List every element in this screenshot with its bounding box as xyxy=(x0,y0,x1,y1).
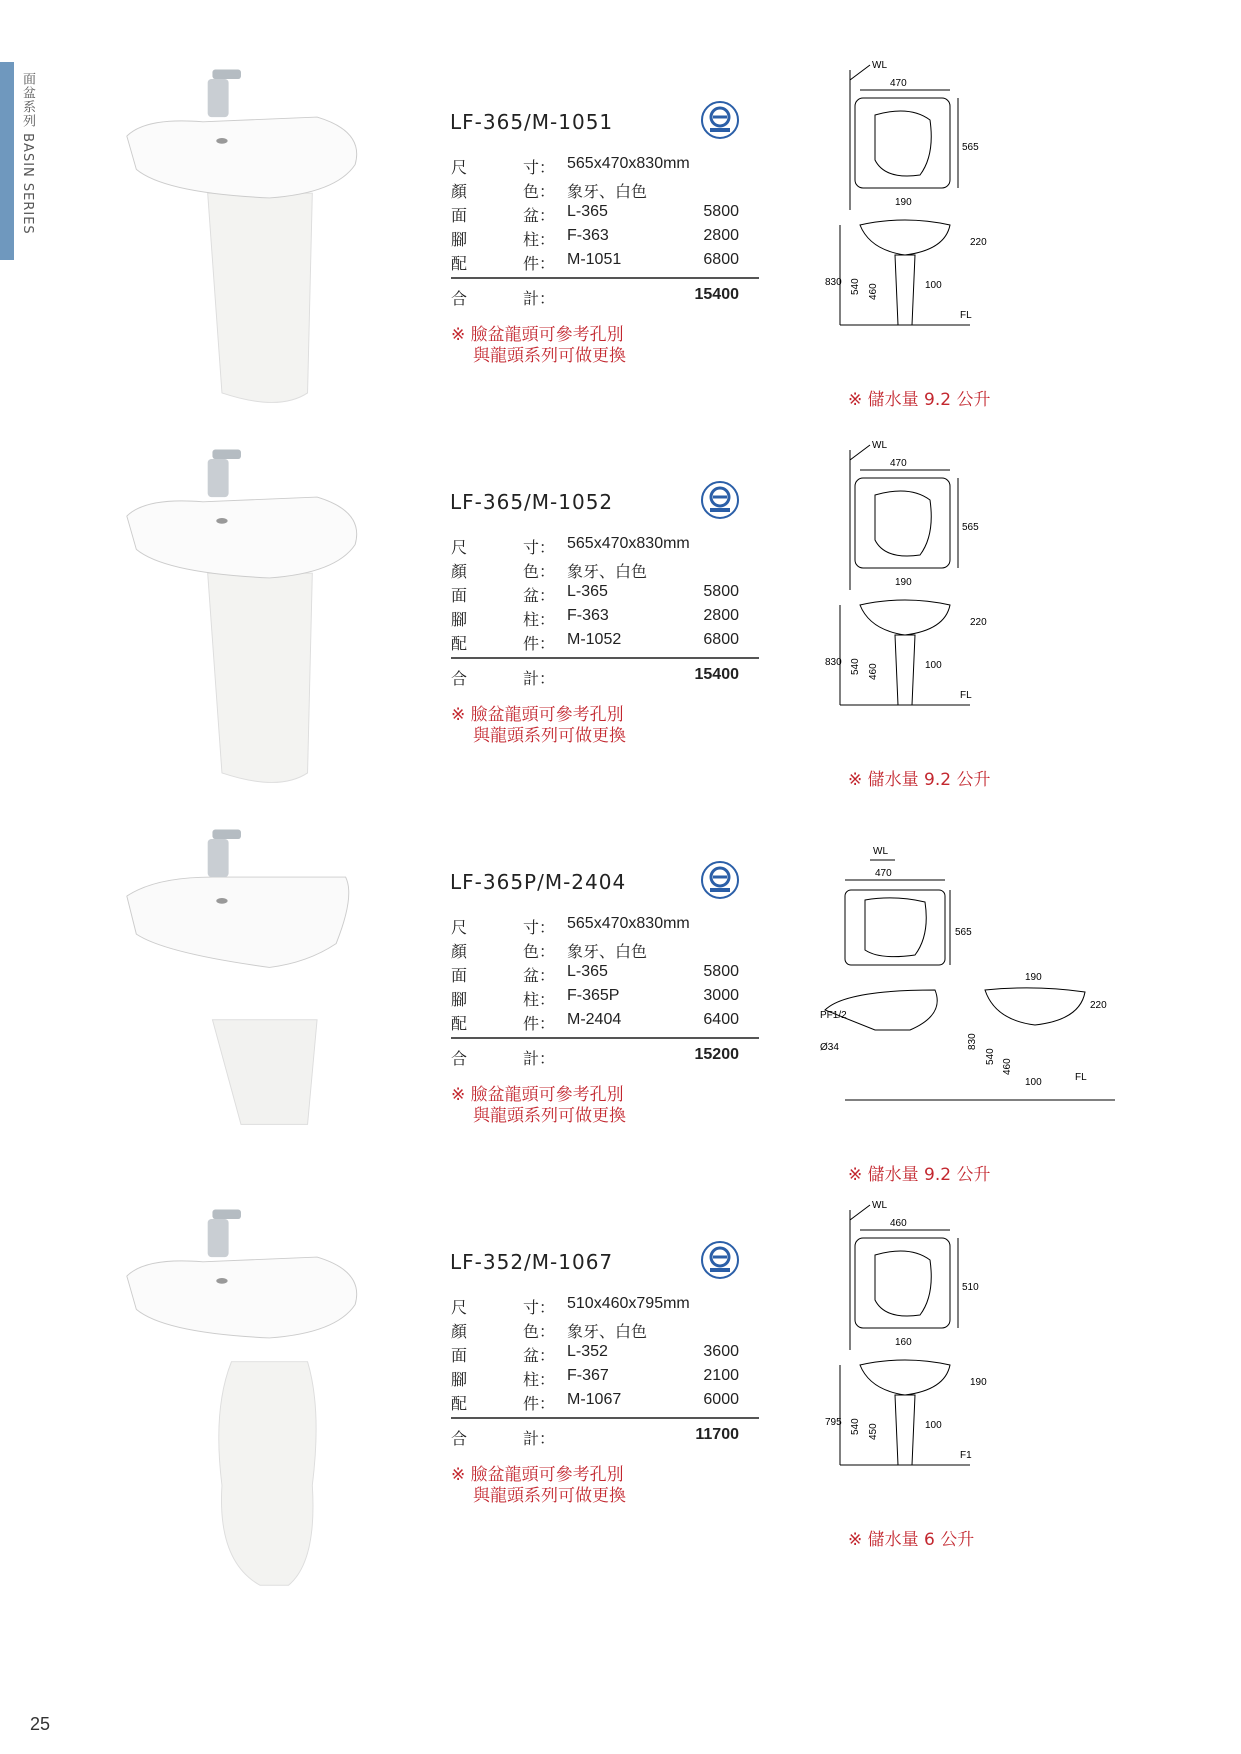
note-line-1: ※ 臉盆龍頭可參考孔別 xyxy=(451,1465,624,1485)
product-photo xyxy=(110,60,410,430)
spec-label-suffix: 色： xyxy=(523,562,556,581)
total-row xyxy=(451,666,763,690)
spec-label-suffix: 寸： xyxy=(523,158,556,177)
spec-label: 腳 xyxy=(451,610,468,629)
svg-text:190: 190 xyxy=(1025,972,1042,983)
spec-value: L-352 xyxy=(567,1343,608,1360)
svg-text:460: 460 xyxy=(890,1218,907,1229)
spec-row xyxy=(451,963,763,987)
product-model: LF-365/M-1051 xyxy=(450,110,614,134)
spec-price: 2100 xyxy=(703,1367,739,1384)
product-3 xyxy=(0,820,1241,1220)
page-number: 25 xyxy=(30,1714,51,1734)
spec-price: 6400 xyxy=(703,1011,739,1028)
spec-row xyxy=(451,1343,763,1367)
total-row xyxy=(451,1426,763,1450)
svg-text:160: 160 xyxy=(895,1337,912,1348)
spec-label-suffix: 色： xyxy=(523,1322,556,1341)
divider xyxy=(451,657,759,659)
spec-row xyxy=(451,1295,763,1319)
svg-text:100: 100 xyxy=(925,280,942,291)
spec-label: 尺 xyxy=(451,538,468,557)
spec-value: 565x470x830mm xyxy=(567,155,690,172)
spec-value: 象牙、白色 xyxy=(567,564,648,581)
certification-logo-icon xyxy=(700,100,740,140)
spec-label-suffix: 色： xyxy=(523,942,556,961)
svg-text:Ø34: Ø34 xyxy=(820,1042,839,1053)
svg-text:PF1/2: PF1/2 xyxy=(820,1010,847,1021)
product-photo xyxy=(110,1200,410,1570)
spec-label: 腳 xyxy=(451,230,468,249)
svg-text:540: 540 xyxy=(850,658,861,675)
spec-label-suffix: 寸： xyxy=(523,918,556,937)
svg-text:830: 830 xyxy=(825,657,842,668)
faucet-note xyxy=(451,1465,626,1507)
spec-value: 象牙、白色 xyxy=(567,944,648,961)
svg-text:830: 830 xyxy=(825,277,842,288)
svg-text:470: 470 xyxy=(875,868,892,879)
total-label-suffix: 計： xyxy=(523,1049,556,1068)
svg-text:450: 450 xyxy=(868,1423,879,1440)
svg-text:795: 795 xyxy=(825,1417,842,1428)
spec-list xyxy=(451,155,763,275)
spec-row xyxy=(451,535,763,559)
product-photo xyxy=(110,820,410,1190)
dimension-diagram xyxy=(820,840,1135,1140)
total-label-suffix: 計： xyxy=(523,289,556,308)
spec-value: M-1051 xyxy=(567,251,622,268)
note-line-1: ※ 臉盆龍頭可參考孔別 xyxy=(451,325,624,345)
spec-label: 配 xyxy=(451,1394,468,1413)
spec-label: 尺 xyxy=(451,1298,468,1317)
spec-price: 6800 xyxy=(703,631,739,648)
svg-text:100: 100 xyxy=(1025,1077,1042,1088)
note-line-2: 與龍頭系列可做更換 xyxy=(473,726,626,746)
product-model: LF-365P/M-2404 xyxy=(450,870,627,894)
svg-text:565: 565 xyxy=(955,927,972,938)
svg-text:FL: FL xyxy=(960,310,972,321)
certification-logo-icon xyxy=(700,860,740,900)
spec-label-suffix: 寸： xyxy=(523,538,556,557)
product-model: LF-365/M-1052 xyxy=(450,490,614,514)
spec-label: 腳 xyxy=(451,1370,468,1389)
spec-label: 腳 xyxy=(451,990,468,1009)
svg-text:WL: WL xyxy=(873,846,888,857)
spec-value: F-365P xyxy=(567,987,620,1004)
spec-list xyxy=(451,535,763,655)
spec-row xyxy=(451,915,763,939)
spec-row xyxy=(451,987,763,1011)
spec-price: 5800 xyxy=(703,203,739,220)
water-capacity: ※ 儲水量 6 公升 xyxy=(848,1530,975,1550)
spec-label-suffix: 寸： xyxy=(523,1298,556,1317)
spec-label: 面 xyxy=(451,1346,468,1365)
svg-text:220: 220 xyxy=(1090,1000,1107,1011)
spec-label-suffix: 柱： xyxy=(523,610,556,629)
spec-price: 6000 xyxy=(703,1391,739,1408)
spec-row xyxy=(451,1319,763,1343)
spec-value: F-363 xyxy=(567,227,609,244)
total-price: 15400 xyxy=(694,286,739,303)
total-label: 合 xyxy=(451,669,468,688)
spec-row xyxy=(451,583,763,607)
spec-row xyxy=(451,179,763,203)
spec-value: M-1052 xyxy=(567,631,622,648)
svg-text:190: 190 xyxy=(895,577,912,588)
spec-price: 3000 xyxy=(703,987,739,1004)
spec-label: 尺 xyxy=(451,918,468,937)
dimension-diagram xyxy=(825,60,1010,360)
spec-label: 配 xyxy=(451,1014,468,1033)
total-label-suffix: 計： xyxy=(523,669,556,688)
spec-label-suffix: 件： xyxy=(523,1014,556,1033)
svg-text:830: 830 xyxy=(967,1033,978,1050)
svg-text:470: 470 xyxy=(890,458,907,469)
svg-text:FL: FL xyxy=(1075,1072,1087,1083)
spec-value: L-365 xyxy=(567,963,608,980)
spec-row xyxy=(451,1011,763,1035)
dimension-diagram xyxy=(825,1200,1010,1500)
spec-label-suffix: 柱： xyxy=(523,1370,556,1389)
spec-value: 565x470x830mm xyxy=(567,915,690,932)
spec-value: L-365 xyxy=(567,583,608,600)
total-label: 合 xyxy=(451,1429,468,1448)
spec-label: 面 xyxy=(451,966,468,985)
spec-label-suffix: 件： xyxy=(523,634,556,653)
spec-label: 顏 xyxy=(451,1322,468,1341)
water-capacity: ※ 儲水量 9.2 公升 xyxy=(848,390,991,410)
svg-text:470: 470 xyxy=(890,78,907,89)
total-price: 11700 xyxy=(695,1426,739,1443)
spec-value: L-365 xyxy=(567,203,608,220)
spec-row xyxy=(451,559,763,583)
svg-text:460: 460 xyxy=(1002,1058,1013,1075)
svg-text:540: 540 xyxy=(850,1418,861,1435)
series-title: 面盆系列 BASIN SERIES xyxy=(20,72,35,235)
product-2 xyxy=(0,440,1241,840)
svg-text:F1: F1 xyxy=(960,1450,972,1461)
product-1 xyxy=(0,60,1241,460)
spec-label: 面 xyxy=(451,586,468,605)
spec-row xyxy=(451,227,763,251)
svg-text:460: 460 xyxy=(868,663,879,680)
product-model: LF-352/M-1067 xyxy=(450,1250,614,1274)
svg-text:220: 220 xyxy=(970,237,987,248)
spec-price: 5800 xyxy=(703,963,739,980)
spec-value: M-2404 xyxy=(567,1011,622,1028)
svg-text:460: 460 xyxy=(868,283,879,300)
total-price: 15400 xyxy=(694,666,739,683)
spec-label-suffix: 盆： xyxy=(523,586,556,605)
note-line-2: 與龍頭系列可做更換 xyxy=(473,1106,626,1126)
spec-row xyxy=(451,155,763,179)
water-capacity: ※ 儲水量 9.2 公升 xyxy=(848,1165,991,1185)
svg-text:190: 190 xyxy=(970,1377,987,1388)
spec-label-suffix: 色： xyxy=(523,182,556,201)
product-4 xyxy=(0,1200,1241,1600)
certification-logo-icon xyxy=(700,480,740,520)
svg-text:WL: WL xyxy=(872,440,887,451)
spec-price: 6800 xyxy=(703,251,739,268)
svg-text:WL: WL xyxy=(872,60,887,71)
note-line-2: 與龍頭系列可做更換 xyxy=(473,1486,626,1506)
spec-label: 面 xyxy=(451,206,468,225)
svg-text:510: 510 xyxy=(962,1282,979,1293)
svg-text:565: 565 xyxy=(962,142,979,153)
svg-text:FL: FL xyxy=(960,690,972,701)
svg-text:565: 565 xyxy=(962,522,979,533)
spec-price: 5800 xyxy=(703,583,739,600)
spec-price: 3600 xyxy=(703,1343,739,1360)
spec-label: 顏 xyxy=(451,182,468,201)
spec-label: 配 xyxy=(451,634,468,653)
total-row xyxy=(451,1046,763,1070)
product-photo xyxy=(110,440,410,810)
svg-text:WL: WL xyxy=(872,1200,887,1211)
water-capacity: ※ 儲水量 9.2 公升 xyxy=(848,770,991,790)
divider xyxy=(451,1037,759,1039)
spec-label: 尺 xyxy=(451,158,468,177)
total-price: 15200 xyxy=(694,1046,739,1063)
spec-label: 顏 xyxy=(451,942,468,961)
spec-row xyxy=(451,607,763,631)
faucet-note xyxy=(451,705,626,747)
svg-text:220: 220 xyxy=(970,617,987,628)
svg-text:540: 540 xyxy=(985,1048,996,1065)
svg-text:100: 100 xyxy=(925,1420,942,1431)
spec-price: 2800 xyxy=(703,227,739,244)
note-line-1: ※ 臉盆龍頭可參考孔別 xyxy=(451,1085,624,1105)
spec-label-suffix: 柱： xyxy=(523,230,556,249)
dimension-diagram xyxy=(825,440,1010,740)
spec-label: 顏 xyxy=(451,562,468,581)
spec-list xyxy=(451,915,763,1035)
divider xyxy=(451,277,759,279)
spec-value: 510x460x795mm xyxy=(567,1295,690,1312)
note-line-2: 與龍頭系列可做更換 xyxy=(473,346,626,366)
spec-row xyxy=(451,1367,763,1391)
spec-row xyxy=(451,1391,763,1415)
total-label: 合 xyxy=(451,1049,468,1068)
spec-value: 象牙、白色 xyxy=(567,184,648,201)
spec-row xyxy=(451,939,763,963)
faucet-note xyxy=(451,325,626,367)
spec-list xyxy=(451,1295,763,1415)
spec-row xyxy=(451,203,763,227)
spec-price: 2800 xyxy=(703,607,739,624)
spec-label: 配 xyxy=(451,254,468,273)
spec-row xyxy=(451,251,763,275)
spec-label-suffix: 件： xyxy=(523,254,556,273)
divider xyxy=(451,1417,759,1419)
certification-logo-icon xyxy=(700,1240,740,1280)
total-label-suffix: 計： xyxy=(523,1429,556,1448)
total-row xyxy=(451,286,763,310)
spec-label-suffix: 盆： xyxy=(523,206,556,225)
spec-value: 565x470x830mm xyxy=(567,535,690,552)
spec-value: F-363 xyxy=(567,607,609,624)
spec-label-suffix: 柱： xyxy=(523,990,556,1009)
svg-text:190: 190 xyxy=(895,197,912,208)
svg-text:540: 540 xyxy=(850,278,861,295)
faucet-note xyxy=(451,1085,626,1127)
spec-value: F-367 xyxy=(567,1367,609,1384)
spec-row xyxy=(451,631,763,655)
spec-label-suffix: 件： xyxy=(523,1394,556,1413)
svg-text:100: 100 xyxy=(925,660,942,671)
note-line-1: ※ 臉盆龍頭可參考孔別 xyxy=(451,705,624,725)
total-label: 合 xyxy=(451,289,468,308)
spec-label-suffix: 盆： xyxy=(523,966,556,985)
spec-value: 象牙、白色 xyxy=(567,1324,648,1341)
spec-label-suffix: 盆： xyxy=(523,1346,556,1365)
spec-value: M-1067 xyxy=(567,1391,622,1408)
